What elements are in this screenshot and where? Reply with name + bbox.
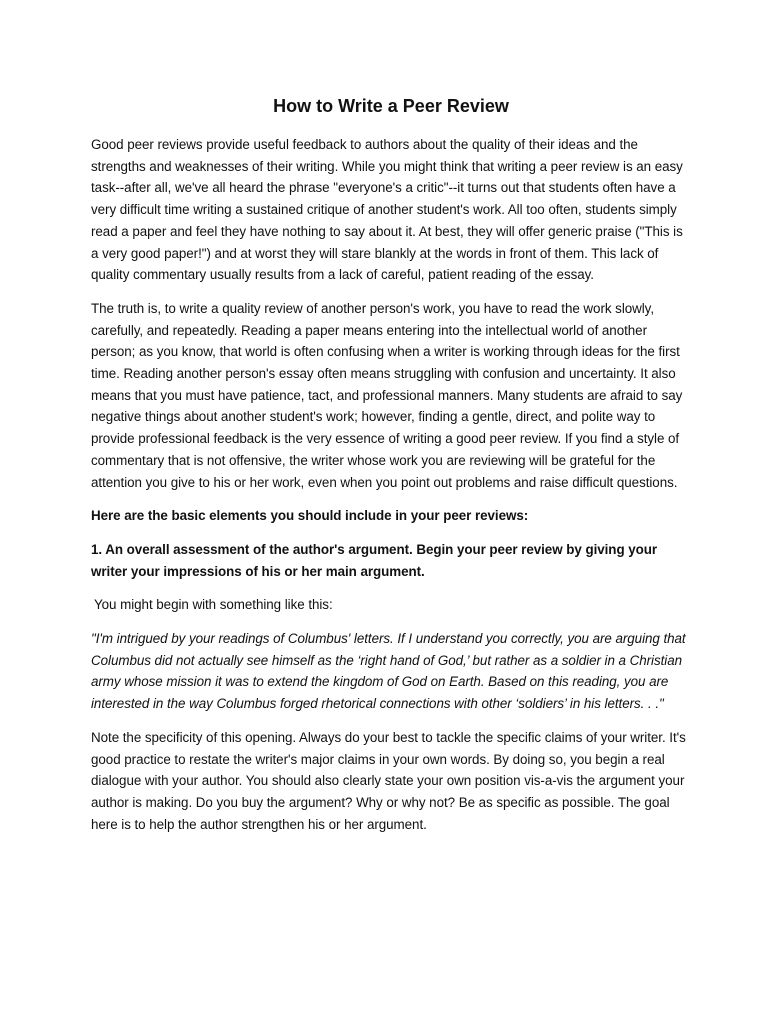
document-page <box>91 94 691 847</box>
element-1-heading: 1. An overall assessment of the author's argument. Begin your peer review by giving your writer your impressions of his or her main argument. <box>91 541 658 579</box>
example-quote: "I'm intrigued by your readings of Columbus' letters. If I understand you correctly, you are arguing that Columbus did not actually see himself as the ‘right hand of God,’ but rather as a soldier in a Christian army whose mission it was to extend the kingdom of God on Earth. Based on this reading, you are interested in the way Columbus forged rhetorical connections with other ‘soldiers’ in his letters. . ." <box>91 631 686 712</box>
truth-paragraph: The truth is, to write a quality review of another person's work, you have to read the work slowly, carefully, and repeatedly. Reading a paper means entering into the intellectual world of another person; as you know, that world is often confusing when a writer is working through ideas for the first time. Reading another person's essay often means struggling with confusion and uncertainty. It also means that you must have patience, tact, and professional manners. Many students are afraid to say negative things about another student's work; however, finding a gentle, direct, and polite way to provide professional feedback is the very essence of writing a good peer review. If you find a style of commentary that is not offensive, the writer whose work you are reviewing will be grateful for the attention you give to his or her work, even when you point out problems and raise difficult questions. <box>91 300 683 490</box>
specificity-paragraph: Note the specificity of this opening. Always do your best to tackle the specific claims of your writer. It's good practice to restate the writer's major claims in your own words. By doing so, you begin a real dialogue with your author. You should also clearly state your own position vis-a-vis the argument your author is making. Do you buy the argument? Why or why not? Be as specific as possible. The goal here is to help the author strengthen his or her argument. <box>91 729 686 832</box>
document-title: How to Write a Peer Review <box>273 96 509 116</box>
example-intro-paragraph: You might begin with something like this: <box>94 597 333 613</box>
intro-paragraph: Good peer reviews provide useful feedback to authors about the quality of their ideas and the strengths and weaknesses of their writing. While you might think that writing a peer review is an easy task--after all, we've all heard the phrase "everyone's a critic"--it turns out that students often have a very difficult time writing a sustained critique of another student's work. All too often, students simply read a paper and feel they have nothing to say about it. At best, they will offer generic praise ("This is a very good paper!") and at worst they will stare blankly at the words in front of them. This lack of quality commentary usually results from a lack of careful, patient reading of the essay. <box>91 137 683 283</box>
elements-heading: Here are the basic elements you should include in your peer reviews: <box>91 508 529 524</box>
